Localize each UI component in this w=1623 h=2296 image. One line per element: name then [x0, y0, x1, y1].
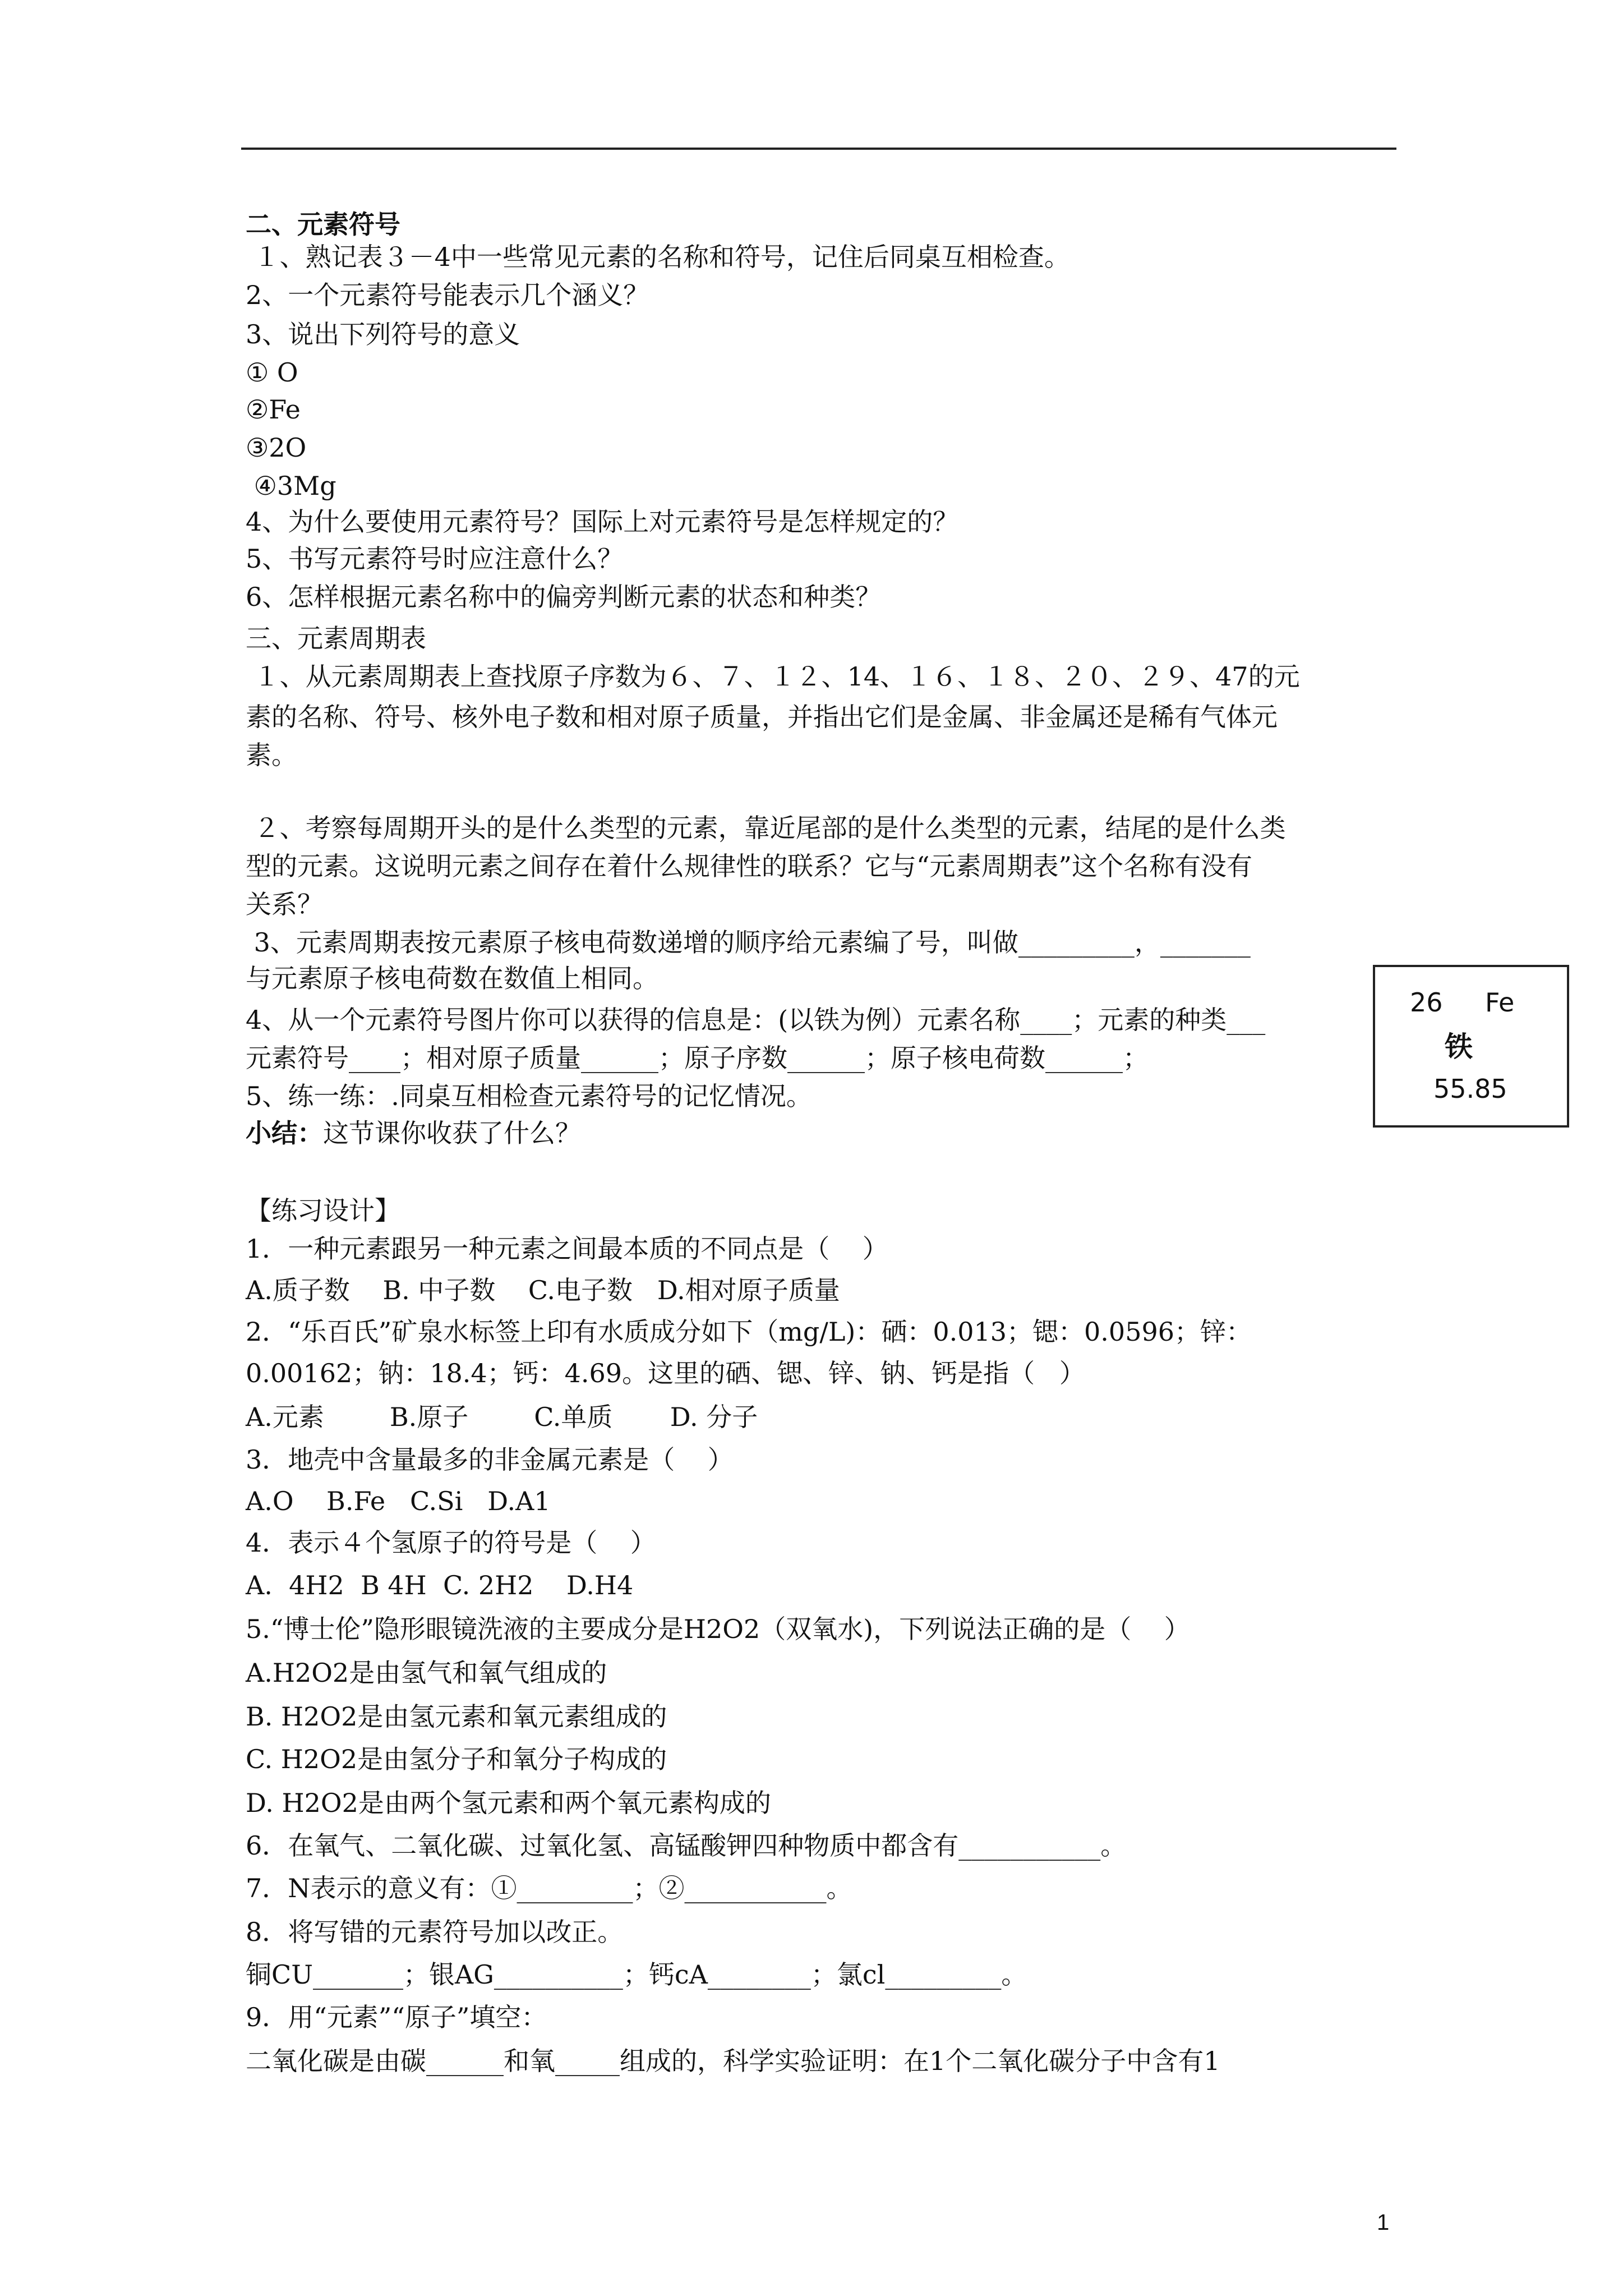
line-s2q5: 5、书写元素符号时应注意什么？: [246, 544, 624, 574]
line-s2q1: １、熟记表３－4中一些常见元素的名称和符号，记住后同桌互相检查。: [246, 242, 1070, 272]
line-e3o: A.O B.Fe C.Si D.A1: [246, 1486, 551, 1516]
line-h2: 二、元素符号: [246, 209, 400, 240]
atomic-mass: 55.85: [1433, 1074, 1507, 1104]
line-pd: 【练习设计】: [246, 1195, 400, 1226]
line-s2q3c: ③2O: [246, 432, 307, 463]
line-e1o: A.质子数 B. 中子数 C.电子数 D.相对原子质量: [246, 1275, 840, 1305]
line-e1: 1．一种元素跟另一种元素之间最本质的不同点是（ ）: [246, 1234, 888, 1264]
line-e9a: 二氧化碳是由碳______和氧_____组成的，科学实验证明：在1个二氧化碳分子中含有1: [246, 2046, 1220, 2076]
iron-element-card: [1373, 965, 1569, 1128]
line-s3q2a: ２、考察每周期开头的是什么类型的元素，靠近尾部的是什么类型的元素，结尾的是什么类: [246, 813, 1286, 843]
line-e2a: 2．“乐百氏”矿泉水标签上印有水质成分如下（mg/L)：硒：0.013；锶：0.0596；锌：: [246, 1317, 1252, 1347]
line-e8o: 铜CU_______；银AG__________；钙cA________；氯cl_________。: [246, 1959, 1027, 1990]
line-s2q4: 4、为什么要使用元素符号？国际上对元素符号是怎样规定的？: [246, 507, 959, 537]
line-s2q3: 3、说出下列符号的意义: [246, 319, 520, 349]
line-s3q1a: １、从元素周期表上查找原子序数为６、７、１２、14、１６、１８、２０、２９、47的元: [246, 661, 1300, 692]
line-s3q3a: 3、元素周期表按元素原子核电荷数递增的顺序给元素编了号，叫做_________，_______: [246, 927, 1251, 958]
line-e5a: A.H2O2是由氢气和氧气组成的: [246, 1658, 607, 1688]
line-s3q2b: 型的元素。这说明元素之间存在着什么规律性的联系？它与“元素周期表”这个名称有没有: [246, 851, 1253, 881]
line-s3q1b: 素的名称、符号、核外电子数和相对原子质量，并指出它们是金属、非金属还是稀有气体元: [246, 702, 1278, 732]
line-s3q1c: 素。: [246, 740, 297, 770]
line-e8: 8．将写错的元素符号加以改正。: [246, 1917, 624, 1947]
line-s3q2c: 关系？: [246, 889, 323, 919]
line-s2q3a: ① O: [246, 357, 298, 388]
line-e5d: D. H2O2是由两个氢元素和两个氧元素构成的: [246, 1788, 771, 1818]
line-s2q3d: ④3Mg: [246, 471, 336, 501]
line-e7: 7．N表示的意义有：①_________；②___________。: [246, 1873, 852, 1903]
line-e5c: C. H2O2是由氢分子和氧分子构成的: [246, 1744, 667, 1774]
line-e3: 3．地壳中含量最多的非金属元素是（ ）: [246, 1444, 734, 1475]
line-h3: 三、元素周期表: [246, 623, 426, 654]
line-e4: 4．表示４个氢原子的符号是（ ）: [246, 1527, 656, 1558]
element-name: 铁: [1445, 1030, 1473, 1063]
element-symbol: Fe: [1485, 987, 1515, 1018]
line-e4o: A. 4H2 B 4H C. 2H2 D.H4: [246, 1570, 634, 1600]
line-s3q3b: 与元素原子核电荷数在数值上相同。: [246, 963, 658, 993]
line-summary: 小结：这节课你收获了什么？: [246, 1118, 581, 1148]
line-e5: 5.“博士伦”隐形眼镜洗液的主要成分是H2O2（双氧水)，下列说法正确的是（ ）: [246, 1614, 1190, 1644]
header-rule: [241, 148, 1396, 150]
summary-label: 小结：: [246, 1118, 323, 1148]
line-s3q4b: 元素符号____；相对原子质量______；原子序数______；原子核电荷数______；: [246, 1043, 1149, 1073]
line-e2b: 0.00162；钠：18.4；钙：4.69。这里的硒、锶、锌、钠、钙是指（ ）: [246, 1358, 1085, 1388]
line-e6: 6．在氧气、二氧化碳、过氧化氢、高锰酸钾四种物质中都含有___________。: [246, 1830, 1127, 1861]
line-s2q6: 6、怎样根据元素名称中的偏旁判断元素的状态和种类？: [246, 582, 882, 612]
line-s3q4a: 4、从一个元素符号图片你可以获得的信息是：(以铁为例）元素名称____；元素的种类___: [246, 1005, 1266, 1035]
line-e9: 9．用“元素”“原子”填空：: [246, 2002, 547, 2032]
page-number: 1: [1377, 2210, 1390, 2235]
line-s2q3b: ②Fe: [246, 394, 301, 425]
atomic-number: 26: [1410, 987, 1443, 1018]
line-e5b: B. H2O2是由氢元素和氧元素组成的: [246, 1701, 667, 1732]
line-e2o: A.元素 B.原子 C.单质 D. 分子: [246, 1402, 758, 1432]
line-s3q5: 5、练一练：.同桌互相检查元素符号的记忆情况。: [246, 1081, 812, 1111]
line-s2q2: 2、一个元素符号能表示几个涵义？: [246, 280, 649, 310]
